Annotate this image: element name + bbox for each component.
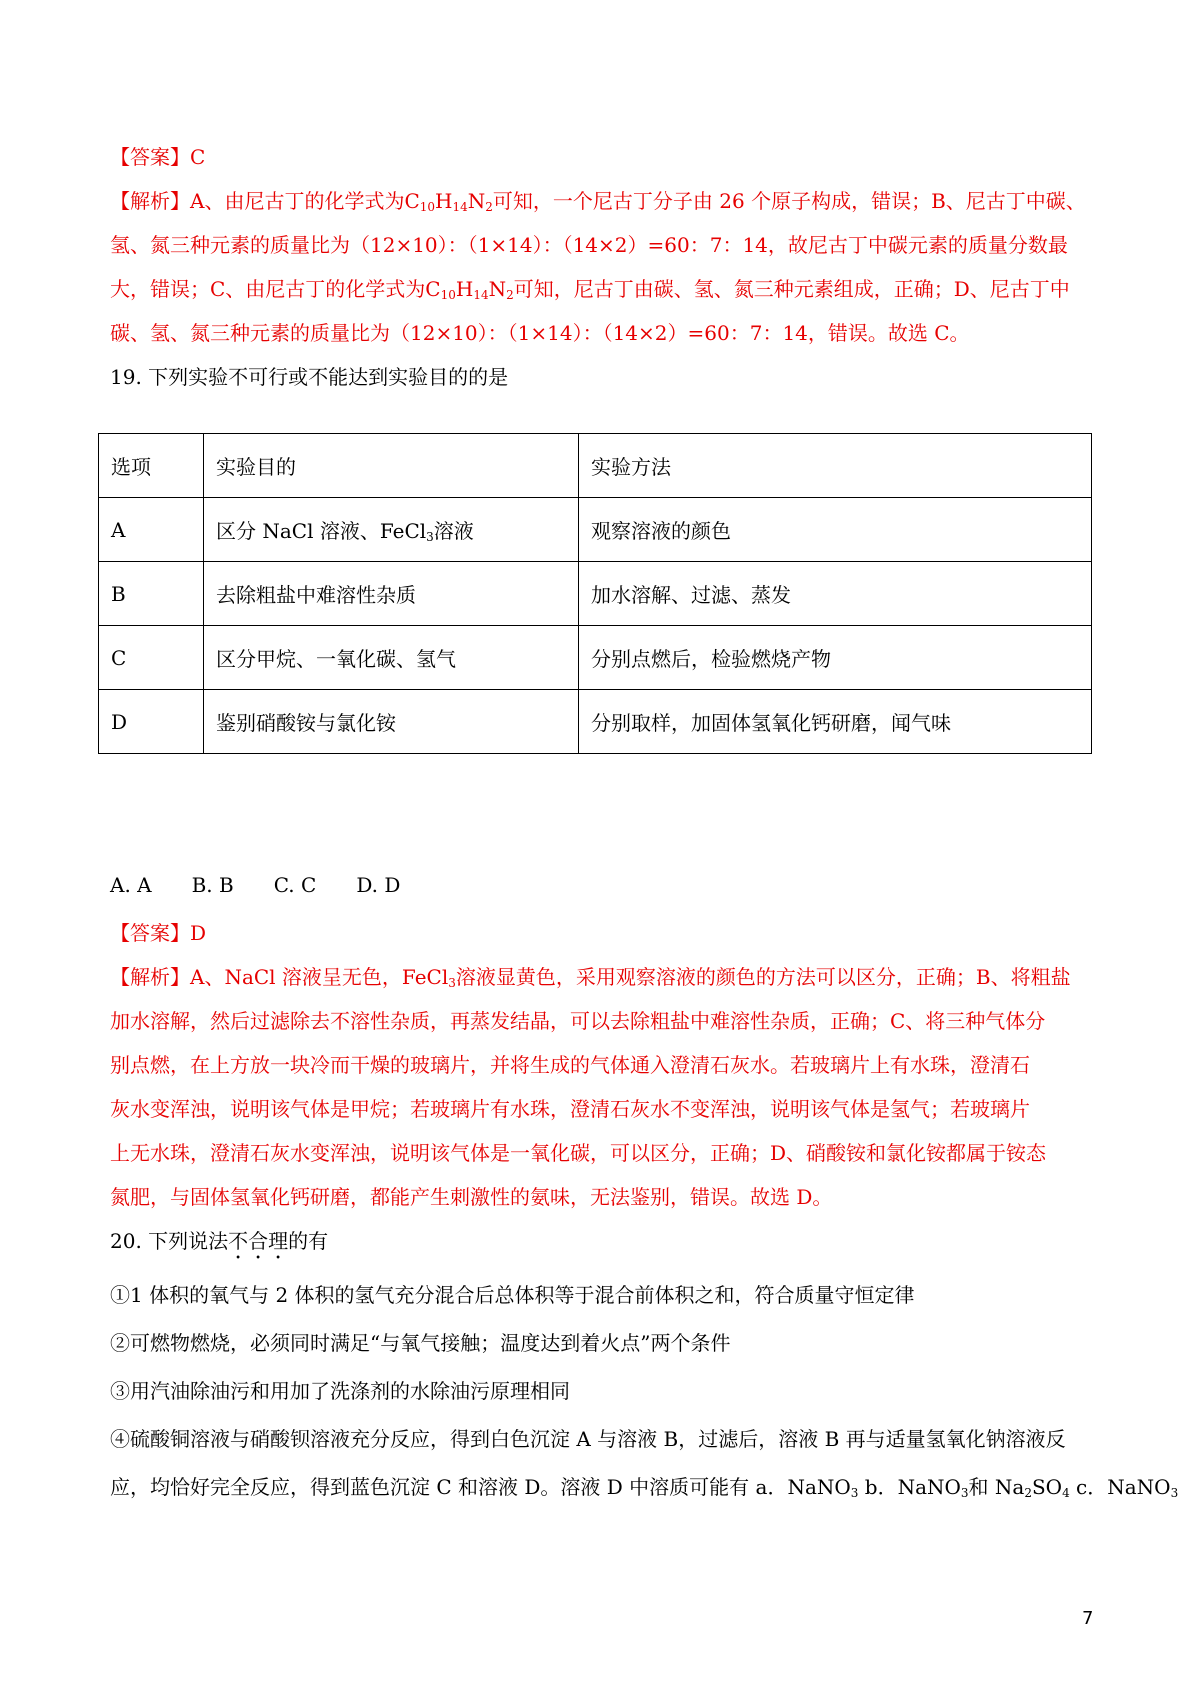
option-a: A. A: [110, 873, 152, 897]
subscript: 3: [1170, 1486, 1179, 1500]
subscript: 3: [960, 1486, 969, 1500]
table-cell-goal: 区分甲烷、一氧化碳、氢气: [204, 626, 579, 690]
text: 20. 下列说法: [110, 1229, 229, 1253]
text: H: [455, 277, 474, 301]
analysis-18-line-3: [110, 276, 1100, 302]
analysis-19-line-3: 别点燃，在上方放一块冷而干燥的玻璃片，并将生成的气体通入澄清石灰水。若玻璃片上有水珠，澄清石: [110, 1053, 1030, 1077]
table-cell-method: 观察溶液的颜色: [579, 498, 1092, 562]
text: 可知，尼古丁由碳、氢、氮三种元素组成，正确；D、尼古丁中: [513, 277, 1070, 301]
table-row: [99, 498, 1092, 562]
analysis-18-line-2: 氢、氮三种元素的质量比为（12×10）：（1×14）：（14×2）=60：7：14，故尼古丁中碳元素的质量分数最: [110, 233, 1068, 257]
text: A、由尼古丁的化学式为C: [190, 189, 420, 213]
table-header-row: [99, 434, 1092, 498]
table-cell-goal: [204, 498, 579, 562]
text: SO: [1031, 1475, 1063, 1499]
question-20-statement-2: ②可燃物燃烧，必须同时满足“与氧气接触；温度达到着火点”两个条件: [110, 1331, 731, 1355]
analysis-19-line-5: 上无水珠，澄清石灰水变浑浊，说明该气体是一氧化碳，可以区分，正确；D、硝酸铵和氯化铵都属于铵态: [110, 1141, 1047, 1165]
answer-value: C: [190, 145, 206, 169]
subscript: 10: [419, 200, 436, 214]
table-cell-goal: 去除粗盐中难溶性杂质: [204, 562, 579, 626]
option-b: B. B: [191, 873, 234, 897]
text: N: [467, 189, 486, 213]
analysis-label: 【解析】: [110, 965, 190, 989]
text: A、NaCl 溶液呈无色，FeCl: [190, 965, 449, 989]
text: 的有: [288, 1229, 329, 1253]
analysis-19-line-4: 灰水变浑浊，说明该气体是甲烷；若玻璃片有水珠，澄清石灰水不变浑浊，说明该气体是氢气；若玻璃片: [110, 1097, 1030, 1121]
text: N: [488, 277, 507, 301]
analysis-18-line-1: [110, 188, 1100, 214]
subscript: 3: [426, 530, 434, 544]
table-cell-option: D: [99, 690, 204, 754]
emphasis-text: 不合理: [228, 1229, 289, 1253]
table-row: [99, 562, 1092, 626]
table-cell-option: A: [99, 498, 204, 562]
question-19-options: [110, 872, 1100, 898]
table-header: 实验方法: [579, 434, 1092, 498]
analysis-label: 【解析】: [110, 189, 190, 213]
text: 大，错误；C、由尼古丁的化学式为C: [110, 277, 441, 301]
subscript: 4: [1062, 1486, 1070, 1500]
text: 区分 NaCl 溶液、FeCl: [216, 519, 427, 543]
table-header: 选项: [99, 434, 204, 498]
table-row: [99, 690, 1092, 754]
page-number: 7: [1082, 1608, 1094, 1629]
table-cell-option: B: [99, 562, 204, 626]
answer-19: [110, 920, 1100, 946]
answer-value: D: [190, 921, 207, 945]
subscript: 2: [506, 288, 514, 302]
subscript: 14: [452, 200, 468, 214]
subscript: 10: [440, 288, 456, 302]
text: b．NaNO: [858, 1475, 961, 1499]
text: 溶液显黄色，采用观察溶液的颜色的方法可以区分，正确；B、将粗盐: [455, 965, 1071, 989]
table-header: 实验目的: [204, 434, 579, 498]
analysis-18-line-4: 碳、氢、氮三种元素的质量比为（12×10）：（1×14）：（14×2）=60：7：14，错误。故选 C。: [110, 321, 970, 345]
question-20-statement-1: ①1 体积的氧气与 2 体积的氢气充分混合后总体积等于混合前体积之和，符合质量守恒定律: [110, 1283, 915, 1307]
text: 和 Na: [968, 1475, 1025, 1499]
question-20-statement-4-line-1: ④硫酸铜溶液与硝酸钡溶液充分反应，得到白色沉淀 A 与溶液 B，过滤后，溶液 B 再与适量氢氧化钠溶液反: [110, 1427, 1066, 1451]
question-19-table: [98, 433, 1092, 754]
subscript: 2: [485, 200, 493, 214]
text: 可知，一个尼古丁分子由 26 个原子构成，错误；B、尼古丁中碳、: [492, 189, 1086, 213]
text: H: [435, 189, 453, 213]
table-cell-method: 加水溶解、过滤、蒸发: [579, 562, 1092, 626]
table-cell-method: 分别点燃后，检验燃烧产物: [579, 626, 1092, 690]
question-20-statement-3: ③用汽油除油污和用加了洗涤剂的水除油污原理相同: [110, 1379, 570, 1403]
answer-label: 【答案】: [110, 921, 190, 945]
answer-18: [110, 144, 1100, 170]
subscript: 3: [448, 976, 456, 990]
subscript: 14: [473, 288, 489, 302]
question-19-stem: 19. 下列实验不可行或不能达到实验目的的是: [110, 365, 509, 389]
text: c．NaNO: [1069, 1475, 1171, 1499]
analysis-19-line-6: 氮肥，与固体氢氧化钙研磨，都能产生刺激性的氨味，无法鉴别，错误。故选 D。: [110, 1185, 833, 1209]
table-cell-method: 分别取样，加固体氢氧化钙研磨，闻气味: [579, 690, 1092, 754]
analysis-19-line-1: [110, 964, 1100, 990]
table-cell-option: C: [99, 626, 204, 690]
text: 溶液: [433, 519, 474, 543]
subscript: 2: [1024, 1486, 1032, 1500]
question-20-statement-4-line-2: [110, 1474, 1179, 1500]
text: 应，均恰好完全反应，得到蓝色沉淀 C 和溶液 D。溶液 D 中溶质可能有 a．NaNO: [110, 1475, 851, 1499]
subscript: 3: [850, 1486, 859, 1500]
question-20-stem: [110, 1228, 1100, 1264]
option-d: D. D: [356, 873, 401, 897]
analysis-19-line-2: 加水溶解，然后过滤除去不溶性杂质，再蒸发结晶，可以去除粗盐中难溶性杂质，正确；C、将三种气体分: [110, 1009, 1046, 1033]
table-row: [99, 626, 1092, 690]
table-cell-goal: 鉴别硝酸铵与氯化铵: [204, 690, 579, 754]
option-c: C. C: [273, 873, 317, 897]
answer-label: 【答案】: [110, 145, 190, 169]
